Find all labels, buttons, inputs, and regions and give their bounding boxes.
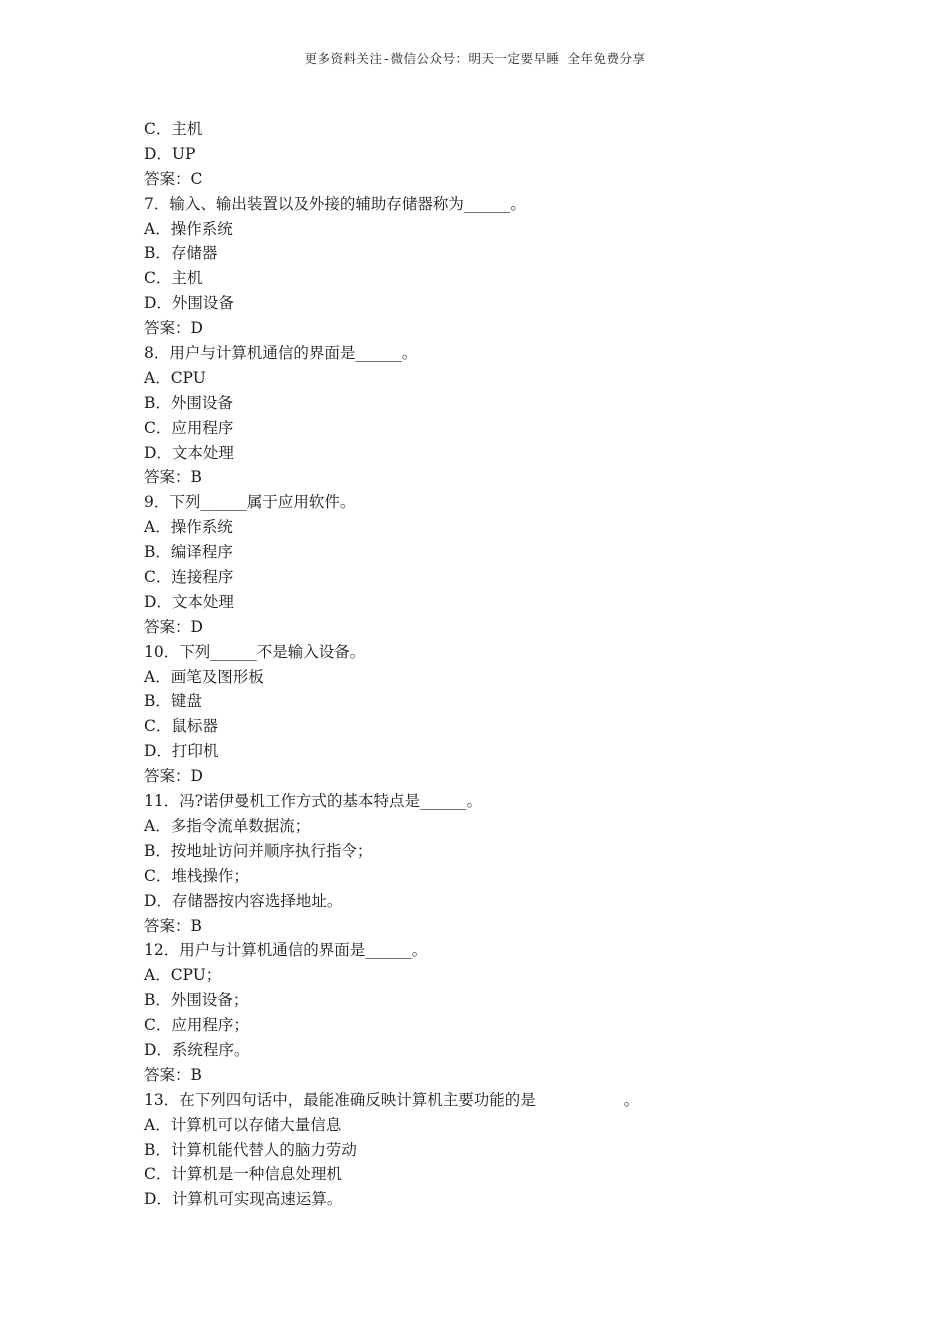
question-line: 9．下列______属于应用软件。 [144,493,356,512]
option-line: B．外围设备； [144,991,249,1010]
question-line: 7．输入、输出装置以及外接的辅助存储器称为______。 [144,194,526,213]
option-line: B．编译程序 [144,543,233,562]
option-line: D．文本处理 [144,592,234,611]
question-end-mark: 。 [623,1090,640,1109]
answer-line: 答案：B [144,468,202,487]
answer-line: 答案：B [144,1065,202,1084]
option-line: A．操作系统 [144,219,233,238]
option-line: A．多指令流单数据流； [144,816,311,835]
question-line [144,1088,844,1113]
question-line: 10．下列______不是输入设备。 [144,642,366,661]
option-line: C．鼠标器 [144,717,218,736]
option-line: D．打印机 [144,742,219,761]
page-header: 更多资料关注-微信公众号：明天一定要早睡 全年免费分享 [304,51,646,66]
document-body [144,117,844,1212]
option-line: A．操作系统 [144,518,233,537]
option-line: C．应用程序 [144,418,234,437]
option-line: B．按地址访问并顺序执行指令； [144,841,373,860]
option-line: D．外围设备 [144,294,234,313]
option-line: C．主机 [144,120,203,138]
question-line: 8．用户与计算机通信的界面是______。 [144,344,418,363]
question-line: 12．用户与计算机通信的界面是______。 [144,941,428,960]
option-line: C．应用程序； [144,1016,249,1035]
option-line: D．文本处理 [144,443,234,462]
answer-line: 答案：D [144,767,203,786]
option-line: B．计算机能代替人的脑力劳动 [144,1140,357,1159]
question-stem: 13．在下列四句话中，最能准确反映计算机主要功能的是 [144,1090,536,1109]
option-line: D．计算机可实现高速运算。 [144,1190,343,1209]
answer-line: 答案：D [144,617,203,636]
option-line: D．存储器按内容选择地址。 [144,891,343,910]
option-line: A．CPU [144,368,206,387]
option-line: C．堆栈操作； [144,866,249,885]
option-line: B．键盘 [144,692,202,711]
answer-line: 答案：D [144,319,203,338]
option-line: D．系统程序。 [144,1040,250,1059]
option-line: C．主机 [144,269,203,288]
answer-line: 答案：B [144,916,202,935]
option-line: D．UP [144,144,196,163]
answer-line: 答案：C [144,169,203,188]
option-line: C．连接程序 [144,568,234,587]
question-line: 11．冯?诺伊曼机工作方式的基本特点是______。 [144,792,483,811]
option-line: B．存储器 [144,244,218,263]
option-line: A．计算机可以存储大量信息 [144,1115,342,1134]
option-line: B．外围设备 [144,393,233,412]
option-line: A．画笔及图形板 [144,667,264,686]
option-line: C．计算机是一种信息处理机 [144,1165,342,1184]
option-line: A．CPU； [144,966,222,985]
